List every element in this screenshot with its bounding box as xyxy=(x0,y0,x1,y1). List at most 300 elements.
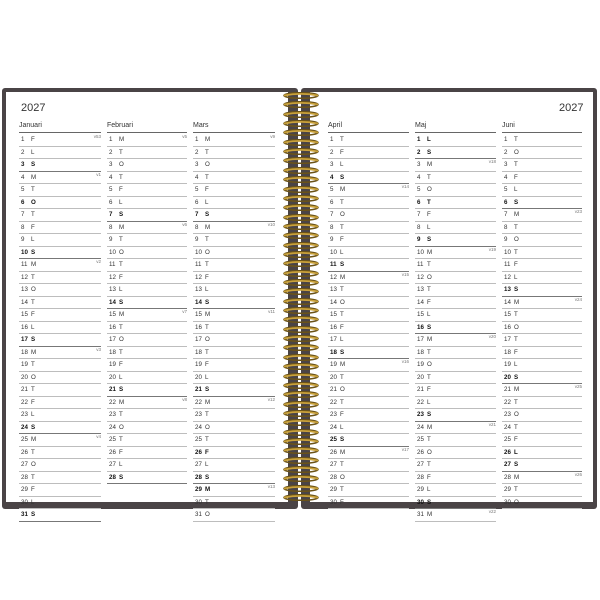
day-number: 28 xyxy=(109,473,116,481)
day-row[interactable] xyxy=(19,384,101,397)
weekday-letter: T xyxy=(514,136,518,143)
week-number: v6 xyxy=(182,221,187,227)
day-row[interactable] xyxy=(193,509,275,522)
day-row[interactable] xyxy=(19,284,101,297)
day-row[interactable] xyxy=(328,259,409,272)
day-row[interactable] xyxy=(328,247,409,260)
day-row[interactable] xyxy=(19,484,101,497)
day-row[interactable] xyxy=(19,197,101,210)
day-row[interactable] xyxy=(502,209,582,222)
day-row[interactable] xyxy=(328,484,409,497)
spiral-coil xyxy=(281,307,321,314)
day-row[interactable] xyxy=(415,422,496,435)
day-row[interactable] xyxy=(415,297,496,310)
day-number: 5 xyxy=(504,186,508,193)
day-row[interactable] xyxy=(328,159,409,172)
day-number: 5 xyxy=(330,186,334,193)
day-row[interactable] xyxy=(107,397,187,410)
day-number: 2 xyxy=(195,148,199,156)
day-row[interactable] xyxy=(107,209,187,222)
weekday-letter: O xyxy=(31,198,36,206)
day-row[interactable] xyxy=(328,384,409,397)
day-row[interactable] xyxy=(107,234,187,247)
weekday-letter: L xyxy=(514,186,518,193)
day-row[interactable] xyxy=(193,472,275,485)
day-row[interactable] xyxy=(502,459,582,472)
day-row[interactable] xyxy=(502,197,582,210)
day-row[interactable] xyxy=(415,134,496,147)
weekday-letter: T xyxy=(427,436,431,443)
day-row[interactable] xyxy=(328,209,409,222)
day-row[interactable] xyxy=(502,134,582,147)
day-row[interactable] xyxy=(415,484,496,497)
day-row[interactable] xyxy=(415,159,496,172)
day-row[interactable] xyxy=(19,322,101,335)
day-number: 23 xyxy=(504,411,511,418)
day-row[interactable] xyxy=(193,209,275,222)
week-number: v13 xyxy=(267,484,275,489)
day-row[interactable] xyxy=(193,172,275,185)
day-row[interactable] xyxy=(415,497,496,510)
day-row[interactable] xyxy=(193,422,275,435)
day-row[interactable] xyxy=(415,334,496,347)
day-number: 30 xyxy=(195,498,202,506)
day-number: 31 xyxy=(417,511,424,518)
day-row[interactable] xyxy=(328,372,409,385)
day-row[interactable] xyxy=(19,447,101,460)
day-number: 17 xyxy=(504,336,511,343)
weekday-letter: L xyxy=(31,236,35,243)
weekday-letter: F xyxy=(119,361,123,368)
day-number: 21 xyxy=(195,386,202,393)
day-number: 18 xyxy=(109,348,116,356)
day-row[interactable] xyxy=(193,234,275,247)
day-row[interactable] xyxy=(19,297,101,310)
day-number: 10 xyxy=(330,248,337,256)
day-row[interactable] xyxy=(19,247,101,260)
day-row[interactable] xyxy=(193,359,275,372)
day-number: 29 xyxy=(21,486,28,493)
day-row[interactable] xyxy=(328,234,409,247)
day-row[interactable] xyxy=(415,397,496,410)
spiral-coil xyxy=(281,232,321,239)
spiral-coil xyxy=(281,298,321,305)
day-row[interactable] xyxy=(19,359,101,372)
day-number: 11 xyxy=(195,261,202,268)
day-row[interactable] xyxy=(328,322,409,335)
weekday-letter: S xyxy=(205,386,210,393)
day-number: 12 xyxy=(330,273,337,281)
day-row[interactable] xyxy=(193,459,275,472)
day-row[interactable] xyxy=(193,284,275,297)
day-row[interactable] xyxy=(502,184,582,197)
day-row[interactable] xyxy=(19,172,101,185)
day-row[interactable] xyxy=(502,397,582,410)
day-row[interactable] xyxy=(328,472,409,485)
weekday-letter: T xyxy=(514,486,518,493)
day-row[interactable] xyxy=(193,347,275,360)
day-row[interactable] xyxy=(415,322,496,335)
day-row[interactable] xyxy=(107,359,187,372)
day-row[interactable] xyxy=(328,422,409,435)
day-row[interactable] xyxy=(415,147,496,160)
day-row[interactable] xyxy=(107,422,187,435)
day-row[interactable] xyxy=(193,497,275,510)
weekday-letter: T xyxy=(31,186,35,193)
day-row[interactable] xyxy=(19,509,101,522)
weekday-letter: T xyxy=(427,461,431,468)
day-row[interactable] xyxy=(19,222,101,235)
day-row[interactable] xyxy=(107,272,187,285)
day-row[interactable] xyxy=(328,334,409,347)
day-row[interactable] xyxy=(107,409,187,422)
spiral-coil xyxy=(281,195,321,202)
day-number: 13 xyxy=(109,286,116,293)
day-row[interactable] xyxy=(415,222,496,235)
day-row[interactable] xyxy=(328,272,409,285)
week-number: v20 xyxy=(488,334,496,339)
day-row[interactable] xyxy=(19,422,101,435)
spiral-coil xyxy=(281,251,321,258)
weekday-letter: L xyxy=(340,248,344,256)
spiral-coil xyxy=(281,214,321,221)
day-row[interactable] xyxy=(193,159,275,172)
day-row[interactable] xyxy=(107,147,187,160)
weekday-letter: M xyxy=(119,223,125,231)
day-number: 13 xyxy=(417,286,424,293)
day-row[interactable] xyxy=(19,147,101,160)
day-row[interactable] xyxy=(415,247,496,260)
day-row[interactable] xyxy=(19,184,101,197)
day-row[interactable] xyxy=(107,222,187,235)
day-number: 30 xyxy=(504,498,511,506)
weekday-letter: T xyxy=(340,486,344,493)
day-row[interactable] xyxy=(415,209,496,222)
day-row[interactable] xyxy=(502,247,582,260)
day-row[interactable] xyxy=(328,297,409,310)
day-row[interactable] xyxy=(502,147,582,160)
day-row[interactable] xyxy=(107,447,187,460)
weekday-letter: T xyxy=(514,223,518,231)
day-row[interactable] xyxy=(502,322,582,335)
day-row[interactable] xyxy=(415,184,496,197)
day-row[interactable] xyxy=(328,184,409,197)
day-number: 19 xyxy=(109,361,116,368)
weekday-letter: F xyxy=(340,323,344,331)
day-row[interactable] xyxy=(19,272,101,285)
day-row[interactable] xyxy=(19,434,101,447)
day-row[interactable] xyxy=(415,234,496,247)
day-row[interactable] xyxy=(193,222,275,235)
day-number: 7 xyxy=(330,211,334,218)
day-row[interactable] xyxy=(415,284,496,297)
day-row[interactable] xyxy=(328,172,409,185)
day-number: 25 xyxy=(417,436,424,443)
day-number: 26 xyxy=(21,448,28,456)
day-row[interactable] xyxy=(502,159,582,172)
day-row[interactable] xyxy=(502,234,582,247)
weekday-letter: T xyxy=(427,261,431,268)
day-row[interactable] xyxy=(193,334,275,347)
day-number: 10 xyxy=(504,248,511,256)
weekday-letter: T xyxy=(340,373,344,381)
day-row[interactable] xyxy=(19,459,101,472)
day-row[interactable] xyxy=(193,322,275,335)
day-number: 1 xyxy=(195,136,199,143)
day-row[interactable] xyxy=(19,334,101,347)
weekday-letter: T xyxy=(340,198,344,206)
day-row[interactable] xyxy=(415,447,496,460)
day-number: 15 xyxy=(417,311,424,318)
day-row[interactable] xyxy=(328,309,409,322)
weekday-letter: T xyxy=(205,323,209,331)
day-row[interactable] xyxy=(502,484,582,497)
day-row[interactable] xyxy=(415,472,496,485)
day-row[interactable] xyxy=(328,459,409,472)
day-row[interactable] xyxy=(193,447,275,460)
day-row[interactable] xyxy=(328,397,409,410)
month-column-may xyxy=(415,122,496,522)
day-row[interactable] xyxy=(19,234,101,247)
month-top-rule xyxy=(107,132,187,133)
spiral-coil xyxy=(281,120,321,127)
weekday-letter: M xyxy=(427,248,433,256)
day-row[interactable] xyxy=(502,447,582,460)
day-row[interactable] xyxy=(328,359,409,372)
day-row[interactable] xyxy=(502,422,582,435)
weekday-letter: L xyxy=(427,136,431,143)
day-row[interactable] xyxy=(107,297,187,310)
day-row[interactable] xyxy=(502,297,582,310)
day-row[interactable] xyxy=(502,372,582,385)
day-row[interactable] xyxy=(107,259,187,272)
day-row[interactable] xyxy=(193,247,275,260)
day-row[interactable] xyxy=(19,209,101,222)
day-number: 16 xyxy=(504,323,511,331)
weekday-letter: F xyxy=(514,436,518,443)
weekday-letter: T xyxy=(514,161,518,168)
day-row[interactable] xyxy=(502,409,582,422)
weekday-letter: T xyxy=(119,348,123,356)
day-number: 30 xyxy=(330,498,337,506)
day-row[interactable] xyxy=(502,359,582,372)
day-row[interactable] xyxy=(193,147,275,160)
day-row[interactable] xyxy=(19,497,101,510)
day-row[interactable] xyxy=(415,259,496,272)
day-row[interactable] xyxy=(328,197,409,210)
day-number: 10 xyxy=(195,248,202,256)
day-row[interactable] xyxy=(502,309,582,322)
day-number: 17 xyxy=(195,336,202,343)
day-row[interactable] xyxy=(328,284,409,297)
spiral-coil xyxy=(281,335,321,342)
day-row[interactable] xyxy=(328,409,409,422)
day-row[interactable] xyxy=(193,397,275,410)
day-row[interactable] xyxy=(193,197,275,210)
day-number: 11 xyxy=(417,261,424,268)
day-number: 6 xyxy=(109,198,113,206)
day-row[interactable] xyxy=(19,309,101,322)
day-row[interactable] xyxy=(328,497,409,510)
day-row[interactable] xyxy=(107,134,187,147)
weekday-letter: L xyxy=(31,498,35,506)
day-row[interactable] xyxy=(415,409,496,422)
weekday-letter: O xyxy=(514,498,519,506)
day-row[interactable] xyxy=(193,259,275,272)
day-row[interactable] xyxy=(107,172,187,185)
day-number: 25 xyxy=(21,436,28,443)
day-row[interactable] xyxy=(19,259,101,272)
month-name: Mars xyxy=(193,122,209,129)
week-number: v15 xyxy=(401,271,409,277)
day-row[interactable] xyxy=(193,384,275,397)
day-row[interactable] xyxy=(107,347,187,360)
day-number: 9 xyxy=(195,236,199,243)
day-row[interactable] xyxy=(107,309,187,322)
weekday-letter: F xyxy=(340,236,344,243)
day-row[interactable] xyxy=(107,322,187,335)
day-row[interactable] xyxy=(19,409,101,422)
day-number: 3 xyxy=(504,161,508,168)
spiral-coil xyxy=(281,157,321,164)
day-row[interactable] xyxy=(328,222,409,235)
weekday-letter: S xyxy=(205,211,210,218)
day-row[interactable] xyxy=(193,297,275,310)
weekday-letter: T xyxy=(205,236,209,243)
weekday-letter: S xyxy=(340,261,345,268)
day-row[interactable] xyxy=(19,372,101,385)
weekday-letter: O xyxy=(340,298,345,306)
weekday-letter: M xyxy=(119,398,125,406)
day-row[interactable] xyxy=(502,272,582,285)
day-row[interactable] xyxy=(502,172,582,185)
weekday-letter: O xyxy=(427,273,432,281)
week-number: v5 xyxy=(182,134,187,139)
day-row[interactable] xyxy=(415,347,496,360)
day-row[interactable] xyxy=(502,222,582,235)
day-row[interactable] xyxy=(415,172,496,185)
day-row[interactable] xyxy=(328,347,409,360)
weekday-letter: F xyxy=(514,261,518,268)
week-number: v12 xyxy=(267,396,275,402)
day-number: 25 xyxy=(330,436,337,443)
day-row[interactable] xyxy=(193,372,275,385)
day-row[interactable] xyxy=(502,347,582,360)
weekday-letter: M xyxy=(427,161,433,168)
day-row[interactable] xyxy=(415,359,496,372)
day-row[interactable] xyxy=(415,272,496,285)
day-number: 18 xyxy=(417,348,424,356)
day-row[interactable] xyxy=(415,509,496,522)
day-number: 19 xyxy=(330,361,337,368)
day-number: 19 xyxy=(21,361,28,368)
day-row[interactable] xyxy=(19,347,101,360)
day-row[interactable] xyxy=(502,497,582,510)
day-number: 24 xyxy=(21,423,28,431)
day-row[interactable] xyxy=(415,372,496,385)
day-row[interactable] xyxy=(107,459,187,472)
spiral-coil xyxy=(281,363,321,370)
weekday-letter: O xyxy=(119,423,124,431)
weekday-letter: O xyxy=(340,211,345,218)
weekday-letter: F xyxy=(31,486,35,493)
day-row[interactable] xyxy=(328,434,409,447)
day-row[interactable] xyxy=(107,334,187,347)
day-row[interactable] xyxy=(107,384,187,397)
day-row[interactable] xyxy=(193,409,275,422)
day-row[interactable] xyxy=(107,284,187,297)
week-number: v2 xyxy=(96,259,101,264)
day-row[interactable] xyxy=(107,159,187,172)
weekday-letter: S xyxy=(205,298,210,306)
day-row[interactable] xyxy=(107,472,187,485)
day-number: 8 xyxy=(417,223,421,231)
day-row[interactable] xyxy=(502,434,582,447)
day-row[interactable] xyxy=(193,184,275,197)
day-row[interactable] xyxy=(193,272,275,285)
day-number: 21 xyxy=(417,386,424,393)
day-row[interactable] xyxy=(193,309,275,322)
day-row[interactable] xyxy=(107,197,187,210)
day-number: 17 xyxy=(417,336,424,343)
day-row[interactable] xyxy=(193,134,275,147)
day-row[interactable] xyxy=(415,197,496,210)
weekday-letter: T xyxy=(427,373,431,381)
weekday-letter: F xyxy=(427,298,431,306)
day-row[interactable] xyxy=(328,134,409,147)
day-number: 13 xyxy=(21,286,28,293)
day-row[interactable] xyxy=(193,484,275,497)
day-row[interactable] xyxy=(415,459,496,472)
day-number: 30 xyxy=(21,498,28,506)
day-row[interactable] xyxy=(107,184,187,197)
weekday-letter: L xyxy=(514,361,518,368)
day-row[interactable] xyxy=(415,309,496,322)
day-number: 23 xyxy=(21,411,28,418)
day-number: 9 xyxy=(417,236,421,243)
week-number: v17 xyxy=(401,446,409,452)
day-row[interactable] xyxy=(502,334,582,347)
day-number: 12 xyxy=(21,273,28,281)
weekday-letter: S xyxy=(119,473,124,481)
day-row[interactable] xyxy=(502,284,582,297)
day-row[interactable] xyxy=(502,384,582,397)
day-row[interactable] xyxy=(328,447,409,460)
day-row[interactable] xyxy=(107,372,187,385)
weekday-letter: L xyxy=(514,448,518,456)
day-row[interactable] xyxy=(107,434,187,447)
day-number: 7 xyxy=(195,211,199,218)
day-row[interactable] xyxy=(19,134,101,147)
weekday-letter: M xyxy=(340,186,346,193)
spiral-coil xyxy=(281,485,321,492)
day-row[interactable] xyxy=(19,472,101,485)
day-row[interactable] xyxy=(193,434,275,447)
day-row[interactable] xyxy=(502,259,582,272)
day-row[interactable] xyxy=(19,397,101,410)
spiral-coil xyxy=(281,475,321,482)
day-row[interactable] xyxy=(328,147,409,160)
day-row[interactable] xyxy=(107,247,187,260)
day-number: 24 xyxy=(417,423,424,431)
day-row[interactable] xyxy=(415,434,496,447)
day-row[interactable] xyxy=(19,159,101,172)
day-row[interactable] xyxy=(502,472,582,485)
week-number: v16 xyxy=(401,359,409,364)
day-row[interactable] xyxy=(415,384,496,397)
day-number: 17 xyxy=(21,336,28,343)
weekday-letter: T xyxy=(514,423,518,431)
